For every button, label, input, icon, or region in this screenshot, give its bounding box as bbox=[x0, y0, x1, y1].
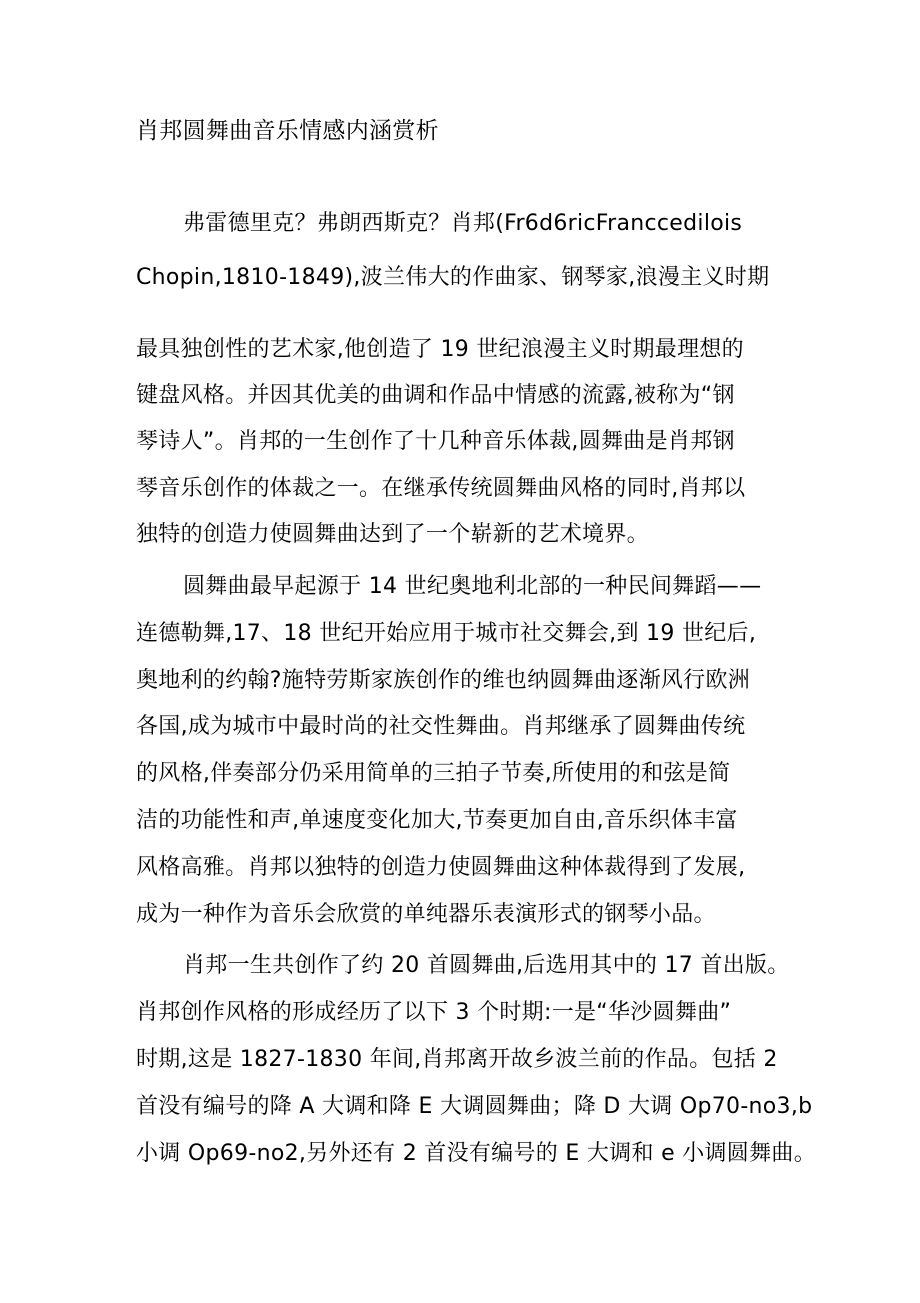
paragraph-line: 琴诗人”。肖邦的一生创作了十几种音乐体裁,圆舞曲是肖邦钢 bbox=[136, 429, 735, 454]
paragraph-line: 奥地利的约翰?施特劳斯家族创作的维也纳圆舞曲逐渐风行欧洲 bbox=[136, 668, 751, 693]
paragraph-line: 圆舞曲最早起源于 14 世纪奥地利北部的一种民间舞蹈—— bbox=[183, 574, 762, 599]
paragraph-line: 弗雷德里克？弗朗西斯克？肖邦(Fr6d6ricFranccedilois bbox=[183, 211, 743, 236]
paragraph-line: 的风格,伴奏部分仍采用简单的三拍子节奏,所使用的和弦是简 bbox=[136, 761, 731, 786]
paragraph-line: 时期,这是 1827-1830 年间,肖邦离开故乡波兰前的作品。包括 2 bbox=[136, 1047, 778, 1072]
paragraph-line: Chopin,1810-1849),波兰伟大的作曲家、钢琴家,浪漫主义时期 bbox=[136, 265, 770, 290]
paragraph-line: 小调 Op69-no2,另外还有 2 首没有编号的 E 大调和 e 小调圆舞曲。 bbox=[136, 1141, 816, 1166]
paragraph-line: 各国,成为城市中最时尚的社交性舞曲。肖邦继承了圆舞曲传统 bbox=[136, 714, 746, 739]
paragraph-line: 洁的功能性和声,单速度变化加大,节奏更加自由,音乐织体丰富 bbox=[136, 808, 738, 833]
paragraph-line: 独特的创造力使圆舞曲达到了一个崭新的艺术境界。 bbox=[136, 522, 649, 547]
paragraph-line: 首没有编号的降 A 大调和降 E 大调圆舞曲；降 D 大调 Op70-no3,b bbox=[136, 1094, 813, 1119]
paragraph-line: 肖邦创作风格的形成经历了以下 3 个时期:一是“华沙圆舞曲” bbox=[136, 1000, 732, 1025]
document-title: 肖邦圆舞曲音乐情感内涵赏析 bbox=[136, 118, 439, 144]
paragraph-line: 风格高雅。肖邦以独特的创造力使圆舞曲这种体裁得到了发展, bbox=[136, 855, 746, 880]
paragraph-line: 最具独创性的艺术家,他创造了 19 世纪浪漫主义时期最理想的 bbox=[136, 337, 744, 362]
paragraph-line: 肖邦一生共创作了约 20 首圆舞曲,后选用其中的 17 首出版。 bbox=[183, 953, 790, 978]
paragraph-line: 连德勒舞,17、18 世纪开始应用于城市社交舞会,到 19 世纪后, bbox=[136, 621, 757, 646]
paragraph-line: 琴音乐创作的体裁之一。在继承传统圆舞曲风格的同时,肖邦以 bbox=[136, 476, 746, 501]
paragraph-line: 键盘风格。并因其优美的曲调和作品中情感的流露,被称为“钢 bbox=[136, 383, 735, 408]
paragraph-line: 成为一种作为音乐会欣赏的单纯器乐表演形式的钢琴小品。 bbox=[136, 902, 716, 927]
